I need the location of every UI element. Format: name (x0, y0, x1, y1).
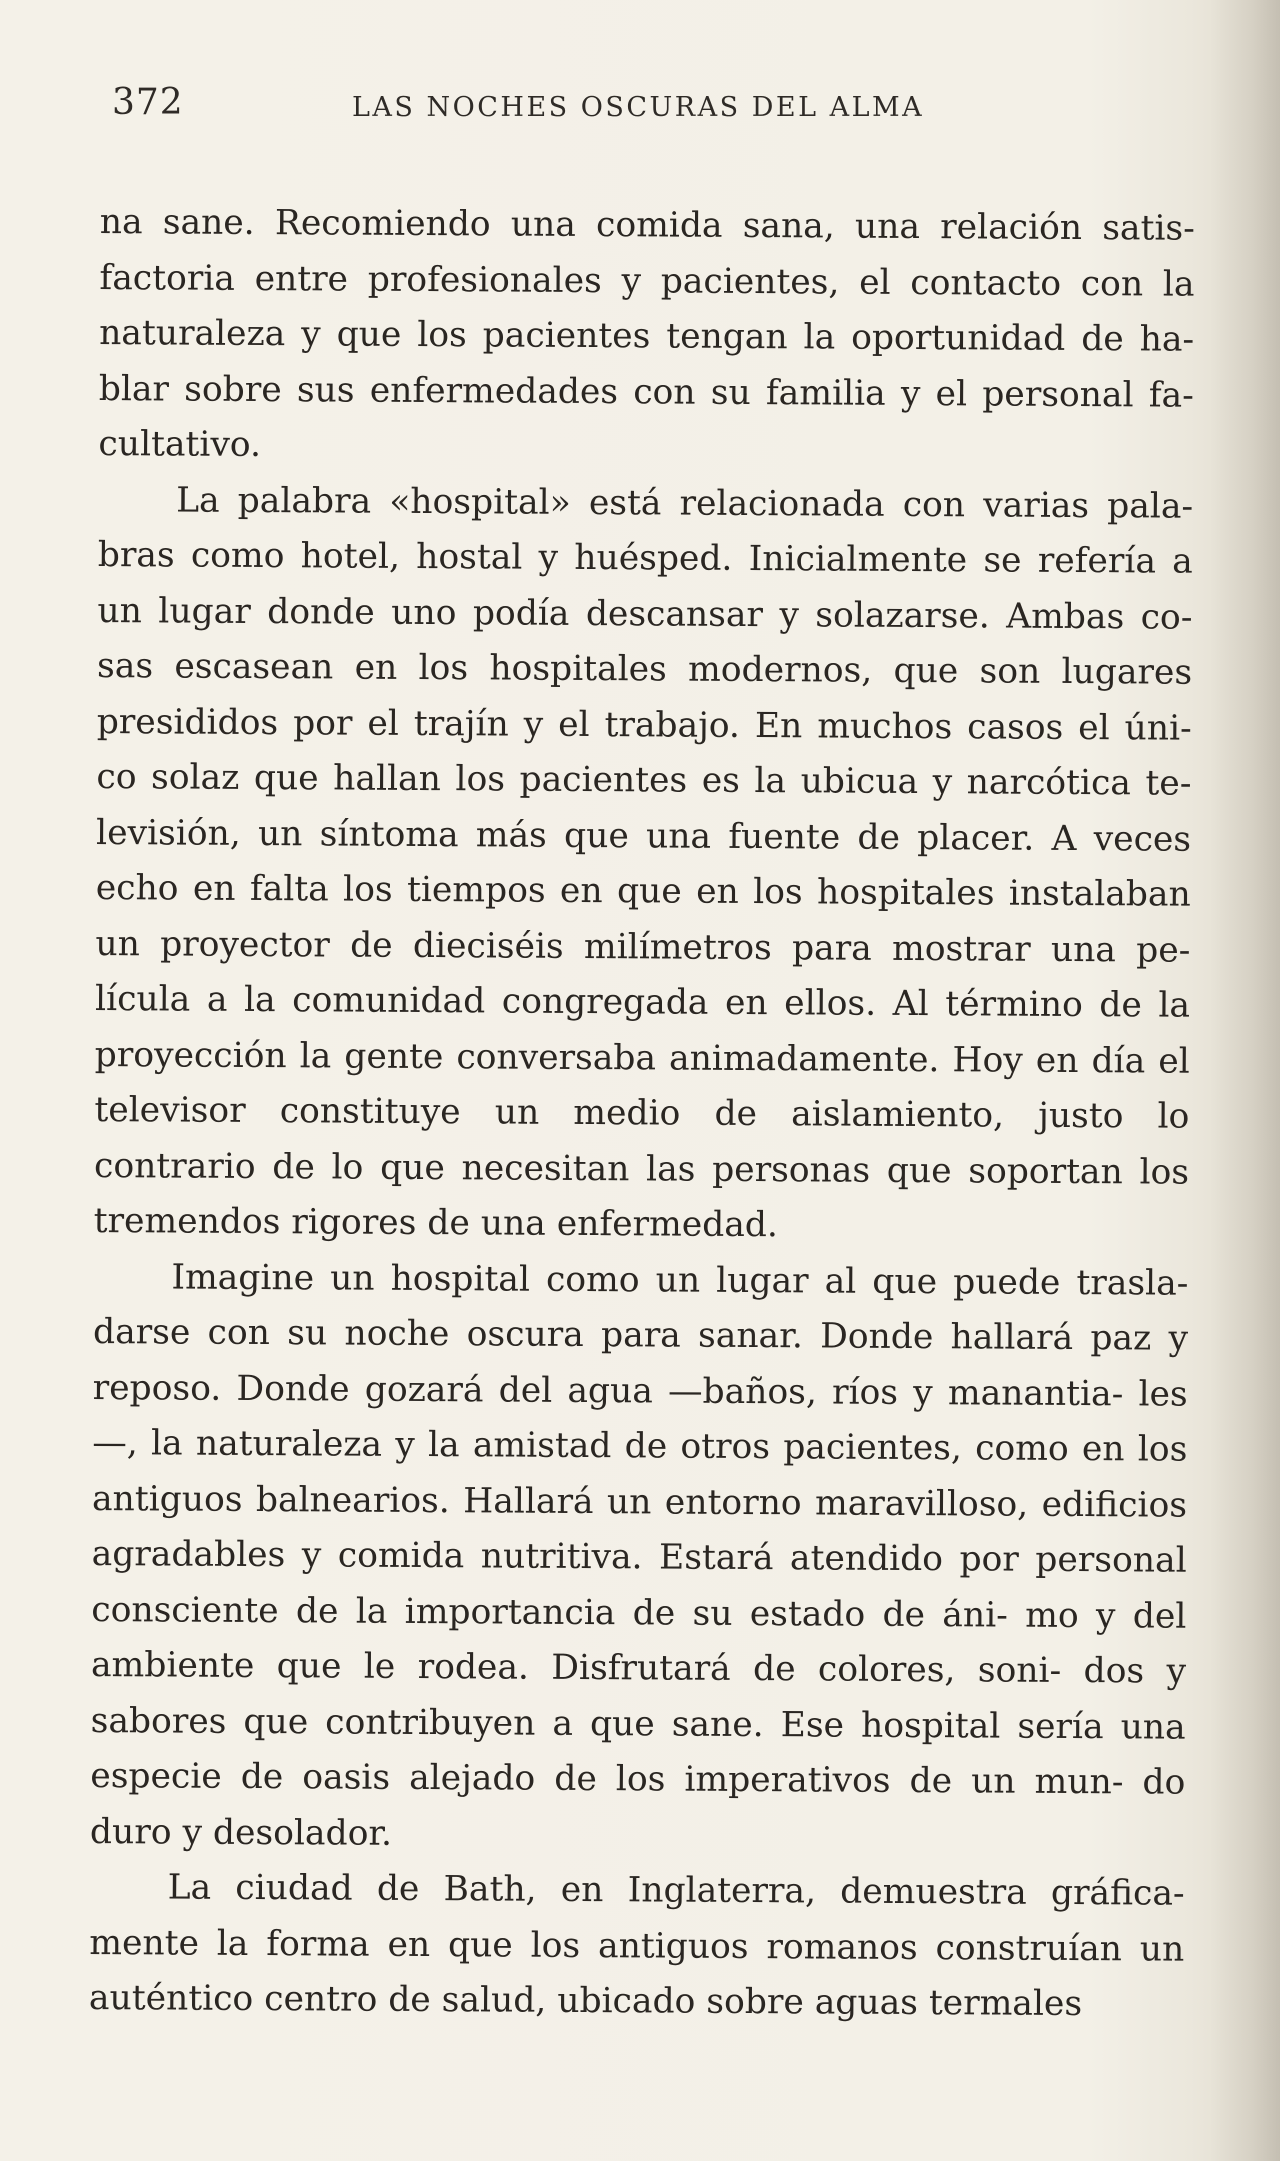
paragraph: Imagine un hospital como un lugar al que puede trasla- darse con su noche oscura para sanar. Donde hallará paz y reposo. Donde gozará del agua —baños, ríos y manantia- les—, la naturaleza y la amistad de otros pacientes, como en los antiguos balnearios. Hallará un entorno maravilloso, edificios agradables y comida nutritiva. Estará atendido por personal consciente de la importancia de su estado de áni- mo y del ambiente que le rodea. Disfrutará de colores, soni- dos y sabores que contribuyen a que sane. Ese hospital sería una especie de oasis alejado de los imperativos de un mun- do duro y desolador. (89, 1256, 1189, 1854)
paragraph: na sane. Recomiendo una comida sana, una relación satis- factoria entre profesionales y pacientes, el contacto con la naturaleza y que los pacientes tengan la oportunidad de ha- blar sobre sus enfermedades con su familia y el personal fa- cultativo. (98, 201, 1195, 465)
paragraph: La palabra «hospital» está relacionada con varias pala- bras como hotel, hostal y huésped. Inicialmente se refería a un lugar donde uno podía descansar y solazarse. Ambas co- sas escasean en los hospitales modernos, que son lugares presididos por el trajín y el trabajo. En muchos casos el úni- co solaz que hallan los pacientes es la ubicua y narcótica te- levisión, un síntoma más que una fuente de placer. A veces echo en falta los tiempos en que en los hospitales instalaban un proyector de dieciséis milímetros para mostrar una pe- lícula a la comunidad congregada en ellos. Al término de la proyección la gente conversaba animadamente. Hoy en día el televisor constituye un medio de aislamiento, justo lo contrario de lo que necesitan las personas que soportan los tremendos rigores de una enfermedad. (93, 479, 1194, 1246)
body-text (89, 195, 1195, 2033)
running-head: LAS NOCHES OSCURAS DEL ALMA (352, 92, 925, 123)
page-edge-shadow (1210, 0, 1280, 2161)
page-header (112, 82, 1192, 132)
paragraph: La ciudad de Bath, en Inglaterra, demuestra gráfica- mente la forma en que los antiguos romanos construían un auténtico centro de salud, ubicado sobre aguas termales (88, 1867, 1185, 2025)
page-number: 372 (112, 82, 184, 123)
